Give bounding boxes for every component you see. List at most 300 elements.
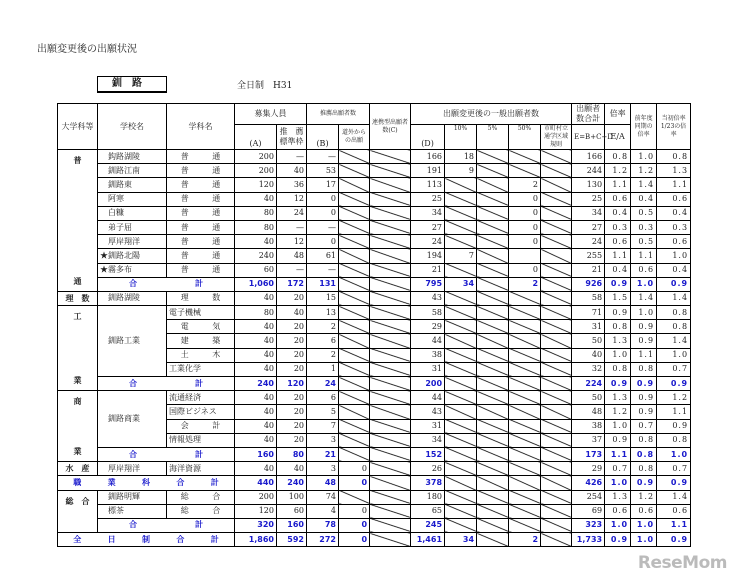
cell-text: 土 xyxy=(180,350,189,360)
initial-ratio-cell: 1.1 xyxy=(657,178,691,192)
slashed-cell xyxy=(370,320,411,334)
slashed-cell xyxy=(445,447,477,461)
slashed-cell xyxy=(445,377,477,391)
general-cell: 194 xyxy=(411,249,445,263)
slashed-cell xyxy=(339,334,370,348)
rec-quota-cell: 20 xyxy=(277,334,307,348)
slashed-cell xyxy=(477,462,509,476)
slashed-cell xyxy=(370,220,411,234)
rec-quota-cell: 40 xyxy=(277,462,307,476)
slashed-cell xyxy=(370,291,411,305)
quota-cell: 40 xyxy=(235,391,277,405)
cell-text: 総 xyxy=(180,506,189,516)
total-applicants-cell: 1,733 xyxy=(572,533,605,547)
prev-ratio-cell: 1.4 xyxy=(631,178,657,192)
prev-ratio-cell: 0.3 xyxy=(631,220,657,234)
ratio-cell: 0.7 xyxy=(605,462,631,476)
slashed-cell xyxy=(445,235,477,249)
rec-quota-cell: 36 xyxy=(277,178,307,192)
total-row xyxy=(58,277,691,291)
slashed-cell xyxy=(339,220,370,234)
cell-text: 計 xyxy=(210,477,219,487)
cell-text: 建 xyxy=(180,336,189,346)
slashed-cell xyxy=(445,178,477,192)
dept-name xyxy=(167,490,235,504)
ratio-cell: 0.8 xyxy=(605,362,631,376)
header-rec-applicants: 推薦出願者数 xyxy=(307,104,370,125)
general-cell: 34 xyxy=(411,433,445,447)
total-row xyxy=(58,377,691,391)
quota-cell: 40 xyxy=(235,320,277,334)
quota-cell: 200 xyxy=(235,490,277,504)
region-label: 釧路 xyxy=(97,76,167,93)
total-applicants-cell: 50 xyxy=(572,391,605,405)
rec-applicants-cell: 6 xyxy=(307,391,339,405)
general-cell: 38 xyxy=(411,348,445,362)
category-label: 総 合 xyxy=(65,495,90,506)
ratio-cell: 0.9 xyxy=(605,306,631,320)
outside-cell: 0 xyxy=(339,504,370,518)
total-applicants-cell: 254 xyxy=(572,490,605,504)
slashed-cell xyxy=(477,150,509,164)
total-applicants-cell: 29 xyxy=(572,462,605,476)
slashed-cell xyxy=(509,164,541,178)
ratio-cell: 1.0 xyxy=(605,476,631,490)
cell-text: 計 xyxy=(195,520,203,530)
total-label xyxy=(98,277,235,291)
slashed-cell xyxy=(370,391,411,405)
initial-ratio-cell: 1.0 xyxy=(657,249,691,263)
slashed-cell xyxy=(370,419,411,433)
rec-applicants-cell: 5 xyxy=(307,405,339,419)
pct50-cell: 0 xyxy=(509,206,541,220)
header-category: 大学科等 xyxy=(58,104,98,150)
dept-name xyxy=(167,320,235,334)
rec-applicants-cell: 6 xyxy=(307,334,339,348)
slashed-cell xyxy=(509,419,541,433)
page-title: 出願変更後の出願状況 xyxy=(37,44,137,55)
ratio-cell: 1.3 xyxy=(605,334,631,348)
cell-text: 木 xyxy=(212,350,221,360)
cell-text: 業 xyxy=(107,477,116,487)
slashed-cell xyxy=(339,405,370,419)
table-row xyxy=(58,462,691,476)
ratio-cell: 0.9 xyxy=(605,277,631,291)
school-name: 釧路湖陵 xyxy=(98,291,167,305)
rec-quota-cell: 40 xyxy=(277,306,307,320)
cell-text: 通 xyxy=(212,208,221,218)
school-name: 釧路江南 xyxy=(98,164,167,178)
rec-quota-cell: 592 xyxy=(277,533,307,547)
slashed-cell xyxy=(339,348,370,362)
general-cell: 43 xyxy=(411,291,445,305)
ratio-cell: 0.6 xyxy=(605,504,631,518)
prev-ratio-cell: 1.2 xyxy=(631,490,657,504)
outside-cell: 0 xyxy=(339,462,370,476)
general-cell: 200 xyxy=(411,377,445,391)
school-name: 白糠 xyxy=(98,206,167,220)
total-applicants-cell: 69 xyxy=(572,504,605,518)
slashed-cell xyxy=(541,150,572,164)
cell-text: 普 xyxy=(180,151,189,161)
slashed-cell xyxy=(477,334,509,348)
rec-quota-cell: 24 xyxy=(277,206,307,220)
total-applicants-cell: 21 xyxy=(572,263,605,277)
slashed-cell xyxy=(541,462,572,476)
slashed-cell xyxy=(339,447,370,461)
initial-ratio-cell: 0.8 xyxy=(657,306,691,320)
slashed-cell xyxy=(370,235,411,249)
rec-quota-cell: — xyxy=(277,150,307,164)
school-name: 鈎路湖陵 xyxy=(98,150,167,164)
slashed-cell xyxy=(370,192,411,206)
total-applicants-cell: 58 xyxy=(572,291,605,305)
dept-name: 電子機械 xyxy=(167,306,235,320)
cell-text: 合 xyxy=(129,378,137,388)
cell-text: 合 xyxy=(176,477,185,487)
slashed-cell xyxy=(445,206,477,220)
general-cell: 44 xyxy=(411,391,445,405)
rec-applicants-cell: 15 xyxy=(307,291,339,305)
total-applicants-cell: 244 xyxy=(572,164,605,178)
prev-ratio-cell: 1.0 xyxy=(631,518,657,532)
slashed-cell xyxy=(477,320,509,334)
pct10-cell: 18 xyxy=(445,150,477,164)
total-applicants-cell: 255 xyxy=(572,249,605,263)
slashed-cell xyxy=(370,405,411,419)
table-row xyxy=(58,206,691,220)
slashed-cell xyxy=(339,192,370,206)
slashed-cell xyxy=(541,391,572,405)
slashed-cell xyxy=(370,533,411,547)
rec-quota-cell: 20 xyxy=(277,320,307,334)
general-cell: 21 xyxy=(411,263,445,277)
slashed-cell xyxy=(509,362,541,376)
prev-ratio-cell: 1.0 xyxy=(631,150,657,164)
total-applicants-cell: 27 xyxy=(572,220,605,234)
header-linked: 連携型出願者数(C) xyxy=(370,104,411,150)
school-name: ★霧多布 xyxy=(98,263,167,277)
slashed-cell xyxy=(370,490,411,504)
cell-text: 計 xyxy=(195,279,203,289)
ratio-cell: 1.0 xyxy=(605,348,631,362)
slashed-cell xyxy=(477,433,509,447)
slashed-cell xyxy=(477,362,509,376)
slashed-cell xyxy=(339,263,370,277)
table-row xyxy=(58,235,691,249)
rec-applicants-cell: — xyxy=(307,150,339,164)
cell-text: 合 xyxy=(129,449,137,459)
prev-ratio-cell: 0.5 xyxy=(631,235,657,249)
table-row xyxy=(58,164,691,178)
initial-ratio-cell: 1.0 xyxy=(657,447,691,461)
quota-cell: 40 xyxy=(235,433,277,447)
slashed-cell xyxy=(370,377,411,391)
header-10pct: 10% xyxy=(445,125,477,150)
pct50-cell: 0 xyxy=(509,263,541,277)
rec-applicants-cell: 53 xyxy=(307,164,339,178)
initial-ratio-cell: 0.8 xyxy=(657,433,691,447)
header-ratio-formula: E/A xyxy=(605,125,631,150)
slashed-cell xyxy=(339,178,370,192)
ratio-cell: 1.3 xyxy=(605,391,631,405)
cell-text: 通 xyxy=(212,165,221,175)
total-applicants-cell: 323 xyxy=(572,518,605,532)
dept-name xyxy=(167,150,235,164)
cell-text: 普 xyxy=(180,165,189,175)
cell-text: 会 xyxy=(180,421,189,431)
dept-name: 情報処理 xyxy=(167,433,235,447)
category-label: 水 産 xyxy=(65,463,90,474)
prev-ratio-cell: 1.1 xyxy=(631,348,657,362)
header-rec-quota: 推 薦 標準枠 xyxy=(277,125,307,150)
prev-ratio-cell: 0.9 xyxy=(631,320,657,334)
category-label: 通 xyxy=(73,275,82,286)
school-name: 釧路東 xyxy=(98,178,167,192)
slashed-cell xyxy=(477,164,509,178)
prev-ratio-cell: 0.9 xyxy=(631,476,657,490)
general-cell: 29 xyxy=(411,320,445,334)
rec-applicants-cell: 2 xyxy=(307,320,339,334)
initial-ratio-cell: 0.9 xyxy=(657,533,691,547)
slashed-cell xyxy=(509,150,541,164)
cell-text: 築 xyxy=(212,336,221,346)
rec-applicants-cell: 7 xyxy=(307,419,339,433)
dept-name xyxy=(167,220,235,234)
total-applicants-cell: 37 xyxy=(572,433,605,447)
initial-ratio-cell: 1.1 xyxy=(657,405,691,419)
initial-ratio-cell: 1.0 xyxy=(657,348,691,362)
pct50-cell: 0 xyxy=(509,192,541,206)
slashed-cell xyxy=(477,263,509,277)
header-quota: 募集人員 xyxy=(235,104,307,125)
slashed-cell xyxy=(477,476,509,490)
ratio-cell: 0.4 xyxy=(605,263,631,277)
quota-cell: 160 xyxy=(235,447,277,461)
quota-cell: 40 xyxy=(235,405,277,419)
rec-applicants-cell: 0 xyxy=(307,192,339,206)
prev-ratio-cell: 0.8 xyxy=(631,447,657,461)
ratio-cell: 0.8 xyxy=(605,150,631,164)
school-name: 釧路工業 xyxy=(98,306,167,377)
initial-ratio-cell: 1.1 xyxy=(657,518,691,532)
total-applicants-cell: 426 xyxy=(572,476,605,490)
slashed-cell xyxy=(477,291,509,305)
ratio-cell: 1.1 xyxy=(605,447,631,461)
general-cell: 795 xyxy=(411,277,445,291)
table-row xyxy=(58,306,691,320)
prev-ratio-cell: 1.2 xyxy=(631,164,657,178)
slashed-cell xyxy=(509,490,541,504)
slashed-cell xyxy=(509,504,541,518)
slashed-cell xyxy=(339,277,370,291)
cell-text: 普 xyxy=(180,250,189,260)
slashed-cell xyxy=(477,277,509,291)
slashed-cell xyxy=(477,405,509,419)
rec-quota-cell: 12 xyxy=(277,235,307,249)
dept-name xyxy=(167,348,235,362)
slashed-cell xyxy=(477,490,509,504)
slashed-cell xyxy=(370,334,411,348)
quota-cell: 320 xyxy=(235,518,277,532)
slashed-cell xyxy=(370,362,411,376)
rec-applicants-cell: 74 xyxy=(307,490,339,504)
header-50pct: 50% xyxy=(509,125,541,150)
initial-ratio-cell: 0.4 xyxy=(657,206,691,220)
slashed-cell xyxy=(445,291,477,305)
table-row xyxy=(58,391,691,405)
rec-quota-cell: 160 xyxy=(277,518,307,532)
slashed-cell xyxy=(445,334,477,348)
pct50-cell: 2 xyxy=(509,533,541,547)
pct50-cell: 0 xyxy=(509,220,541,234)
dept-name xyxy=(167,419,235,433)
header-prev: 前年度同期の倍率 xyxy=(631,104,657,150)
prev-ratio-cell: 0.8 xyxy=(631,462,657,476)
quota-cell: 200 xyxy=(235,164,277,178)
slashed-cell xyxy=(541,447,572,461)
initial-ratio-cell: 0.7 xyxy=(657,462,691,476)
quota-cell: 240 xyxy=(235,377,277,391)
slashed-cell xyxy=(541,291,572,305)
slashed-cell xyxy=(370,348,411,362)
pct10-cell: 34 xyxy=(445,277,477,291)
general-cell: 191 xyxy=(411,164,445,178)
slashed-cell xyxy=(509,334,541,348)
prev-ratio-cell: 1.0 xyxy=(631,277,657,291)
cell-text: 気 xyxy=(212,321,221,331)
slashed-cell xyxy=(370,277,411,291)
total-row xyxy=(58,533,691,547)
cell-text: 合 xyxy=(129,279,137,289)
slashed-cell xyxy=(509,476,541,490)
slashed-cell xyxy=(541,405,572,419)
slashed-cell xyxy=(339,362,370,376)
slashed-cell xyxy=(509,405,541,419)
cell-text: 計 xyxy=(212,421,221,431)
slashed-cell xyxy=(509,447,541,461)
pct50-cell: 2 xyxy=(509,178,541,192)
ratio-cell: 1.0 xyxy=(605,419,631,433)
slashed-cell xyxy=(541,178,572,192)
cell-text: 普 xyxy=(180,222,189,232)
initial-ratio-cell: 0.4 xyxy=(657,263,691,277)
category-cell xyxy=(58,150,98,292)
dept-name: 工業化学 xyxy=(167,362,235,376)
slashed-cell xyxy=(541,334,572,348)
general-cell: 180 xyxy=(411,490,445,504)
slashed-cell xyxy=(339,291,370,305)
slashed-cell xyxy=(509,518,541,532)
school-name: ★釧路北陽 xyxy=(98,249,167,263)
initial-ratio-cell: 0.6 xyxy=(657,235,691,249)
slashed-cell xyxy=(477,348,509,362)
header-total: 出願者数合計 xyxy=(572,104,605,125)
initial-ratio-cell: 0.6 xyxy=(657,504,691,518)
slashed-cell xyxy=(445,433,477,447)
quota-cell: 40 xyxy=(235,362,277,376)
category-label: 商 xyxy=(73,396,82,407)
table-row xyxy=(58,249,691,263)
prev-ratio-cell: 1.1 xyxy=(631,249,657,263)
table-row xyxy=(58,263,691,277)
quota-cell: 40 xyxy=(235,334,277,348)
slashed-cell xyxy=(445,220,477,234)
cell-text: 普 xyxy=(180,236,189,246)
slashed-cell xyxy=(339,433,370,447)
header-outside: 道外からの出願 xyxy=(339,125,370,150)
table-row xyxy=(58,504,691,518)
total-applicants-cell: 926 xyxy=(572,277,605,291)
ratio-cell: 1.2 xyxy=(605,405,631,419)
table-row xyxy=(58,220,691,234)
rec-applicants-cell: 0 xyxy=(307,235,339,249)
slashed-cell xyxy=(541,249,572,263)
rec-quota-cell: 20 xyxy=(277,419,307,433)
outside-cell: 0 xyxy=(339,518,370,532)
slashed-cell xyxy=(445,362,477,376)
cell-text: 日 xyxy=(107,534,116,544)
prev-ratio-cell: 0.5 xyxy=(631,206,657,220)
cell-text: 通 xyxy=(212,250,221,260)
slashed-cell xyxy=(477,518,509,532)
slashed-cell xyxy=(509,433,541,447)
rec-applicants-cell: 3 xyxy=(307,433,339,447)
general-cell: 43 xyxy=(411,405,445,419)
quota-cell: 80 xyxy=(235,206,277,220)
general-cell: 378 xyxy=(411,476,445,490)
cell-text: 計 xyxy=(210,534,219,544)
category-cell xyxy=(58,490,98,533)
dept-name xyxy=(167,504,235,518)
total-applicants-cell: 31 xyxy=(572,320,605,334)
slashed-cell xyxy=(339,490,370,504)
initial-ratio-cell: 0.9 xyxy=(657,476,691,490)
slashed-cell xyxy=(477,306,509,320)
total-label xyxy=(58,533,235,547)
slashed-cell xyxy=(477,192,509,206)
slashed-cell xyxy=(370,433,411,447)
slashed-cell xyxy=(339,419,370,433)
slashed-cell xyxy=(370,462,411,476)
rec-applicants-cell: 0 xyxy=(307,206,339,220)
header-dept: 学科名 xyxy=(167,104,235,150)
rec-applicants-cell: 3 xyxy=(307,462,339,476)
slashed-cell xyxy=(339,235,370,249)
slashed-cell xyxy=(509,462,541,476)
total-applicants-cell: 130 xyxy=(572,178,605,192)
total-row xyxy=(58,518,691,532)
total-label xyxy=(98,518,235,532)
rec-applicants-cell: 4 xyxy=(307,504,339,518)
quota-cell: 60 xyxy=(235,263,277,277)
school-name: 標茶 xyxy=(98,504,167,518)
school-name: 釧路明輝 xyxy=(98,490,167,504)
cell-text: 普 xyxy=(180,194,189,204)
rec-quota-cell: 20 xyxy=(277,362,307,376)
slashed-cell xyxy=(541,277,572,291)
cell-text: 総 xyxy=(180,492,189,502)
slashed-cell xyxy=(541,320,572,334)
cell-text: 通 xyxy=(212,179,221,189)
slashed-cell xyxy=(541,263,572,277)
cell-text: 計 xyxy=(195,378,203,388)
total-applicants-cell: 38 xyxy=(572,419,605,433)
rec-quota-cell: 100 xyxy=(277,490,307,504)
slashed-cell xyxy=(477,220,509,234)
rec-applicants-cell: 17 xyxy=(307,178,339,192)
total-applicants-cell: 71 xyxy=(572,306,605,320)
